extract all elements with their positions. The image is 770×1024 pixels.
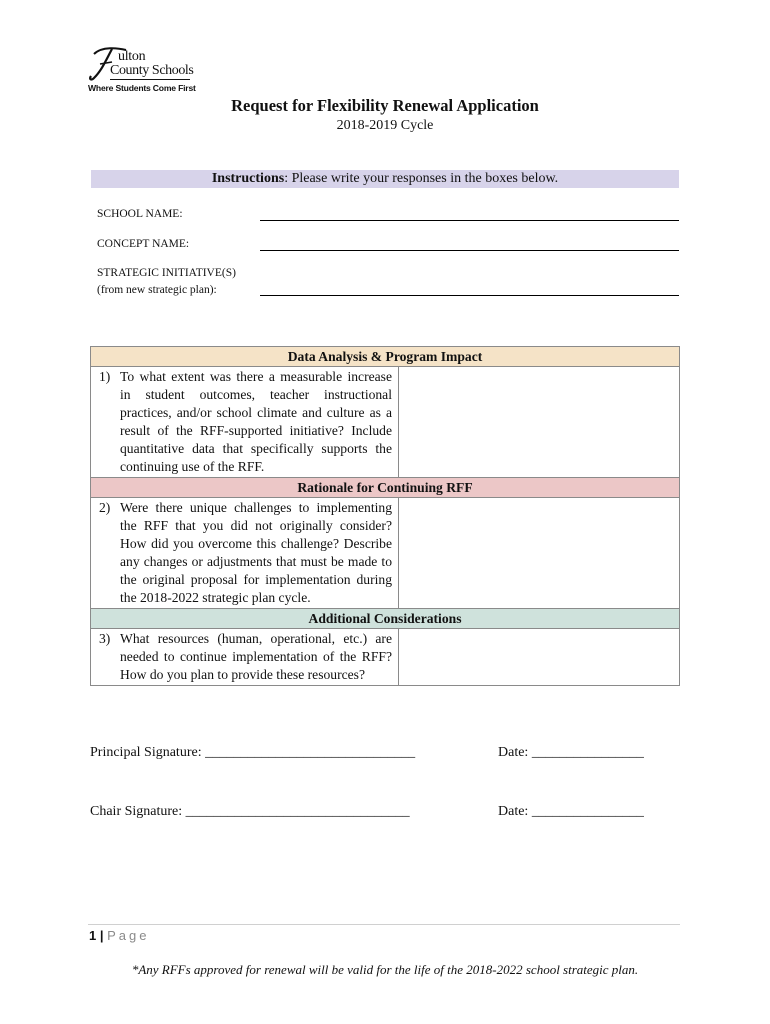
section-heading-data-analysis: Data Analysis & Program Impact — [91, 347, 680, 367]
concept-name-label: CONCEPT NAME: — [97, 238, 190, 250]
chair-signature-field[interactable]: Chair Signature: ________________________________ — [90, 804, 410, 819]
page-separator: | — [96, 928, 108, 943]
logo-rule — [110, 79, 190, 80]
logo-text-line1: ulton — [118, 49, 146, 64]
document-subtitle: 2018-2019 Cycle — [336, 118, 434, 133]
section-heading-additional: Additional Considerations — [91, 609, 680, 629]
question-number: 3) — [99, 631, 111, 646]
school-name-label: SCHOOL NAME: — [97, 208, 183, 220]
question-cell-1 — [91, 367, 399, 478]
strategic-initiative-sublabel: (from new strategic plan): — [97, 284, 217, 296]
answer-box-2[interactable] — [399, 498, 680, 609]
instructions-text: : Please write your responses in the boxes below. — [284, 171, 559, 186]
question-cell-2 — [91, 498, 399, 609]
footer-divider — [88, 924, 680, 925]
question-text: To what extent was there a measurable increase in student outcomes, teacher instructional practices, and/or school climate and culture as a result of the RFF-supported initiative? Include quantitative data that specifically supports the continuing use of the RFF. — [120, 369, 392, 474]
question-number: 2) — [99, 500, 111, 515]
document-title: Request for Flexibility Renewal Application — [231, 96, 539, 115]
page-number — [89, 928, 149, 943]
principal-signature-field[interactable]: Principal Signature: ______________________________ — [90, 745, 416, 760]
principal-date-field[interactable]: Date: ________________ — [498, 745, 644, 760]
footnote: *Any RFFs approved for renewal will be valid for the life of the 2018-2022 school strategic plan. — [131, 962, 639, 977]
strategic-initiative-label: STRATEGIC INITIATIVE(S) — [97, 267, 236, 279]
question-text: What resources (human, operational, etc.) are needed to continue implementation of the RFF? How do you plan to provide these resources? — [120, 631, 392, 682]
concept-name-field[interactable] — [260, 250, 679, 251]
section-heading-rationale: Rationale for Continuing RFF — [91, 478, 680, 498]
answer-box-1[interactable] — [399, 367, 680, 478]
instructions-banner — [91, 170, 679, 188]
page-word: Page — [107, 928, 150, 943]
logo-text-line2: County Schools — [110, 63, 194, 78]
question-text: Were there unique challenges to implementing the RFF that you did not originally consider? How did you overcome this challenge? Describe any changes or adjustments that must be made to the original proposal for implementation during the 2018-2022 strategic plan cycle. — [120, 500, 392, 605]
page-number-value: 1 — [89, 928, 97, 943]
question-number: 1) — [99, 369, 111, 384]
strategic-initiative-field[interactable] — [260, 295, 679, 296]
instructions-label: Instructions — [211, 171, 285, 186]
chair-date-field[interactable]: Date: ________________ — [498, 804, 644, 819]
question-cell-3 — [91, 629, 399, 686]
questions-table — [90, 346, 680, 686]
answer-box-3[interactable] — [399, 629, 680, 686]
fulton-county-schools-logo — [88, 44, 198, 96]
school-name-field[interactable] — [260, 220, 679, 221]
logo-tagline: Where Students Come First — [88, 83, 196, 93]
